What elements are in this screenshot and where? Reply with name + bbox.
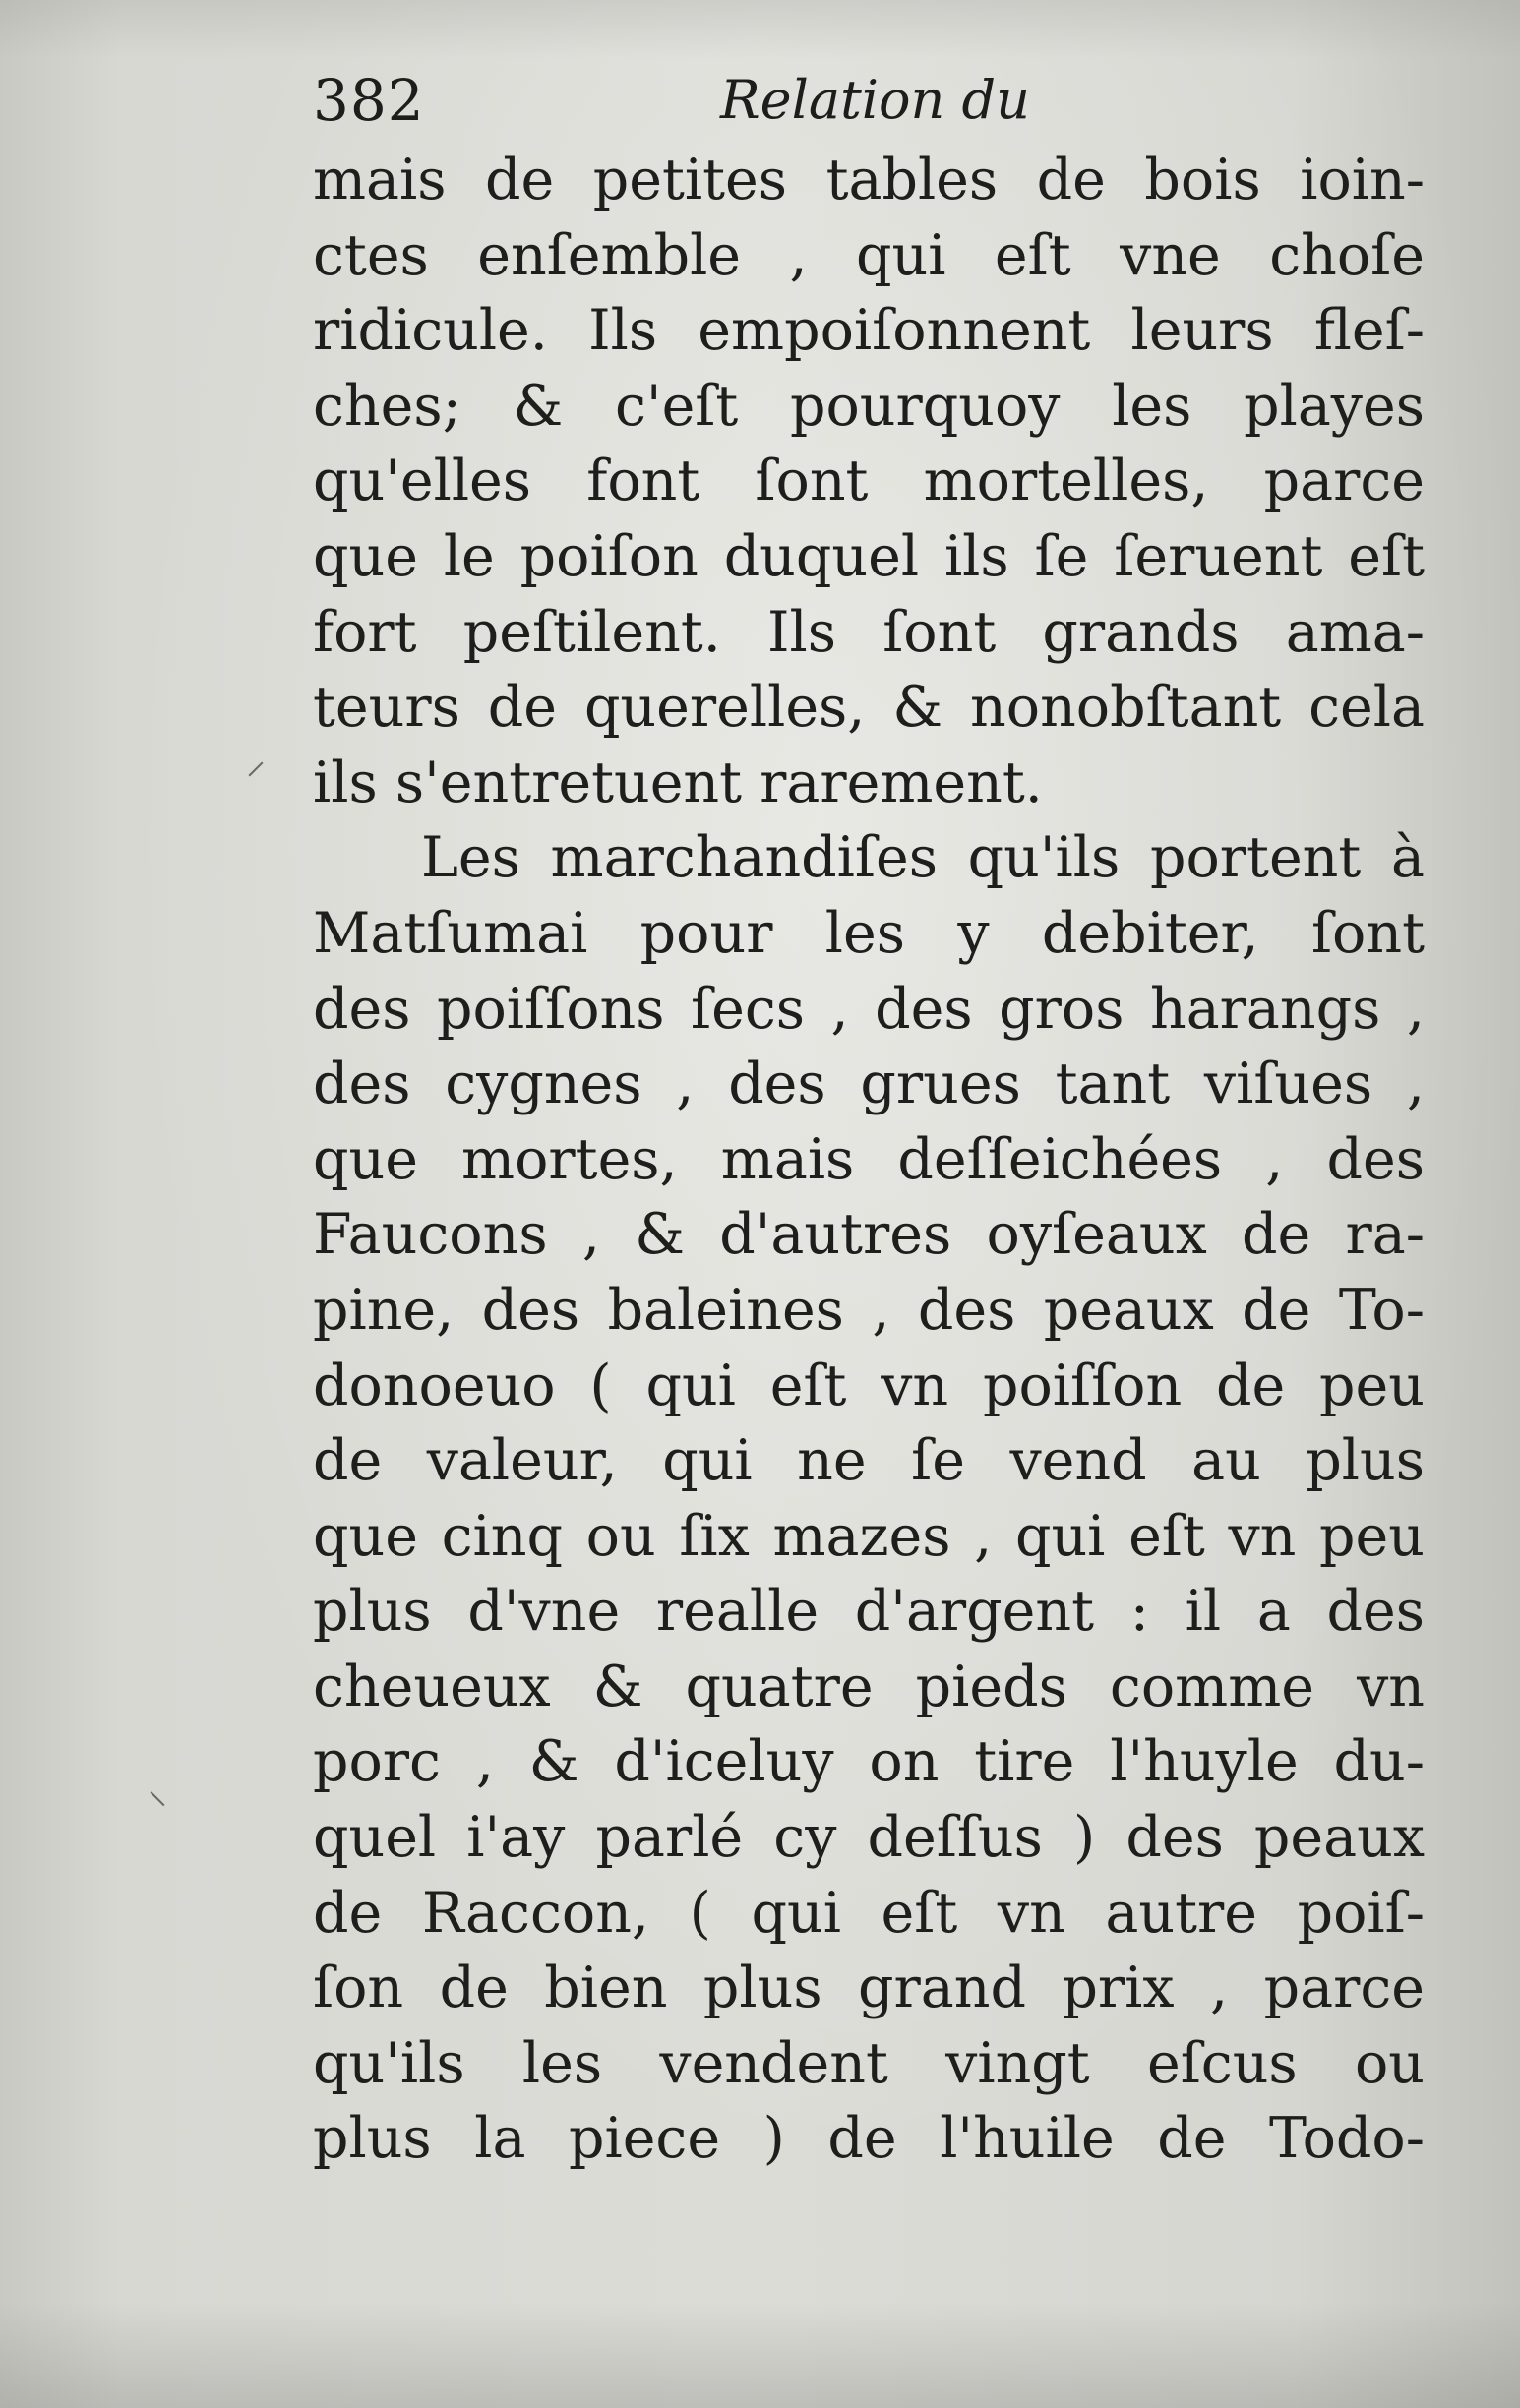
text-line: teurs de querelles, & nonobſtant cela xyxy=(313,675,1425,741)
text-line: Matſumai pour les y debiter, ſont xyxy=(313,900,1425,966)
text-line: que mortes, mais deſſeichées , des xyxy=(313,1126,1425,1192)
text-line: cheueux & quatre pieds comme vn xyxy=(313,1654,1425,1719)
margin-speck: ⸍ xyxy=(246,754,266,800)
text-line: que cinq ou ſix mazes , qui eſt vn peu xyxy=(313,1503,1425,1569)
body-text xyxy=(313,143,1425,2177)
text-line: des poiſſons ſecs , des gros harangs , xyxy=(313,976,1425,1042)
text-line: mais de petites tables de bois ioin- xyxy=(313,148,1425,212)
page-top-shadow xyxy=(0,0,1520,59)
text-line: qu'elles font ſont mortelles, parce xyxy=(313,449,1425,514)
text-line: ridicule. Ils empoiſonnent leurs fleſ- xyxy=(313,298,1425,364)
text-line: de Raccon, ( qui eſt vn autre poiſ- xyxy=(313,1880,1425,1946)
text-line: des cygnes , des grues tant viſues , xyxy=(313,1052,1425,1117)
text-line: ches; & c'eſt pourquoy les playes xyxy=(313,373,1425,439)
text-line: Faucons , & d'autres oyſeaux de ra- xyxy=(313,1202,1425,1268)
text-line: ſon de bien plus grand prix , parce xyxy=(313,1956,1425,2021)
text-line: plus d'vne realle d'argent : il a des xyxy=(313,1579,1425,1645)
margin-speck: ⸜ xyxy=(148,1768,167,1813)
text-line: que le poiſon duquel ils ſe ſeruent eſt xyxy=(313,523,1425,589)
running-head xyxy=(313,61,1425,140)
text-line: donoeuo ( qui eſt vn poiſſon de peu xyxy=(313,1353,1425,1418)
text-line: pine, des baleines , des peaux de To- xyxy=(313,1277,1425,1343)
text-line: ctes enſemble , qui eſt vne choſe xyxy=(313,222,1425,288)
paragraph-start-line: Les marchandiſes qu'ils portent à xyxy=(421,825,1425,891)
running-title: Relation du xyxy=(720,69,1030,131)
text-line: de valeur, qui ne ſe vend au plus xyxy=(313,1428,1425,1494)
text-line: qu'ils les vendent vingt eſcus ou xyxy=(313,2030,1425,2096)
text-line: fort peſtilent. Ils ſont grands ama- xyxy=(313,599,1425,665)
paragraph-end-line: ils s'entretuent rarement. xyxy=(313,750,1043,815)
text-line: quel i'ay parlé cy deſſus ) des peaux xyxy=(313,1805,1425,1871)
page-bottom-shadow xyxy=(0,2302,1520,2408)
text-line: porc , & d'iceluy on tire l'huyle du- xyxy=(313,1729,1425,1795)
text-line: plus la piece ) de l'huile de Todo- xyxy=(313,2106,1425,2172)
page-number: 382 xyxy=(313,67,425,134)
